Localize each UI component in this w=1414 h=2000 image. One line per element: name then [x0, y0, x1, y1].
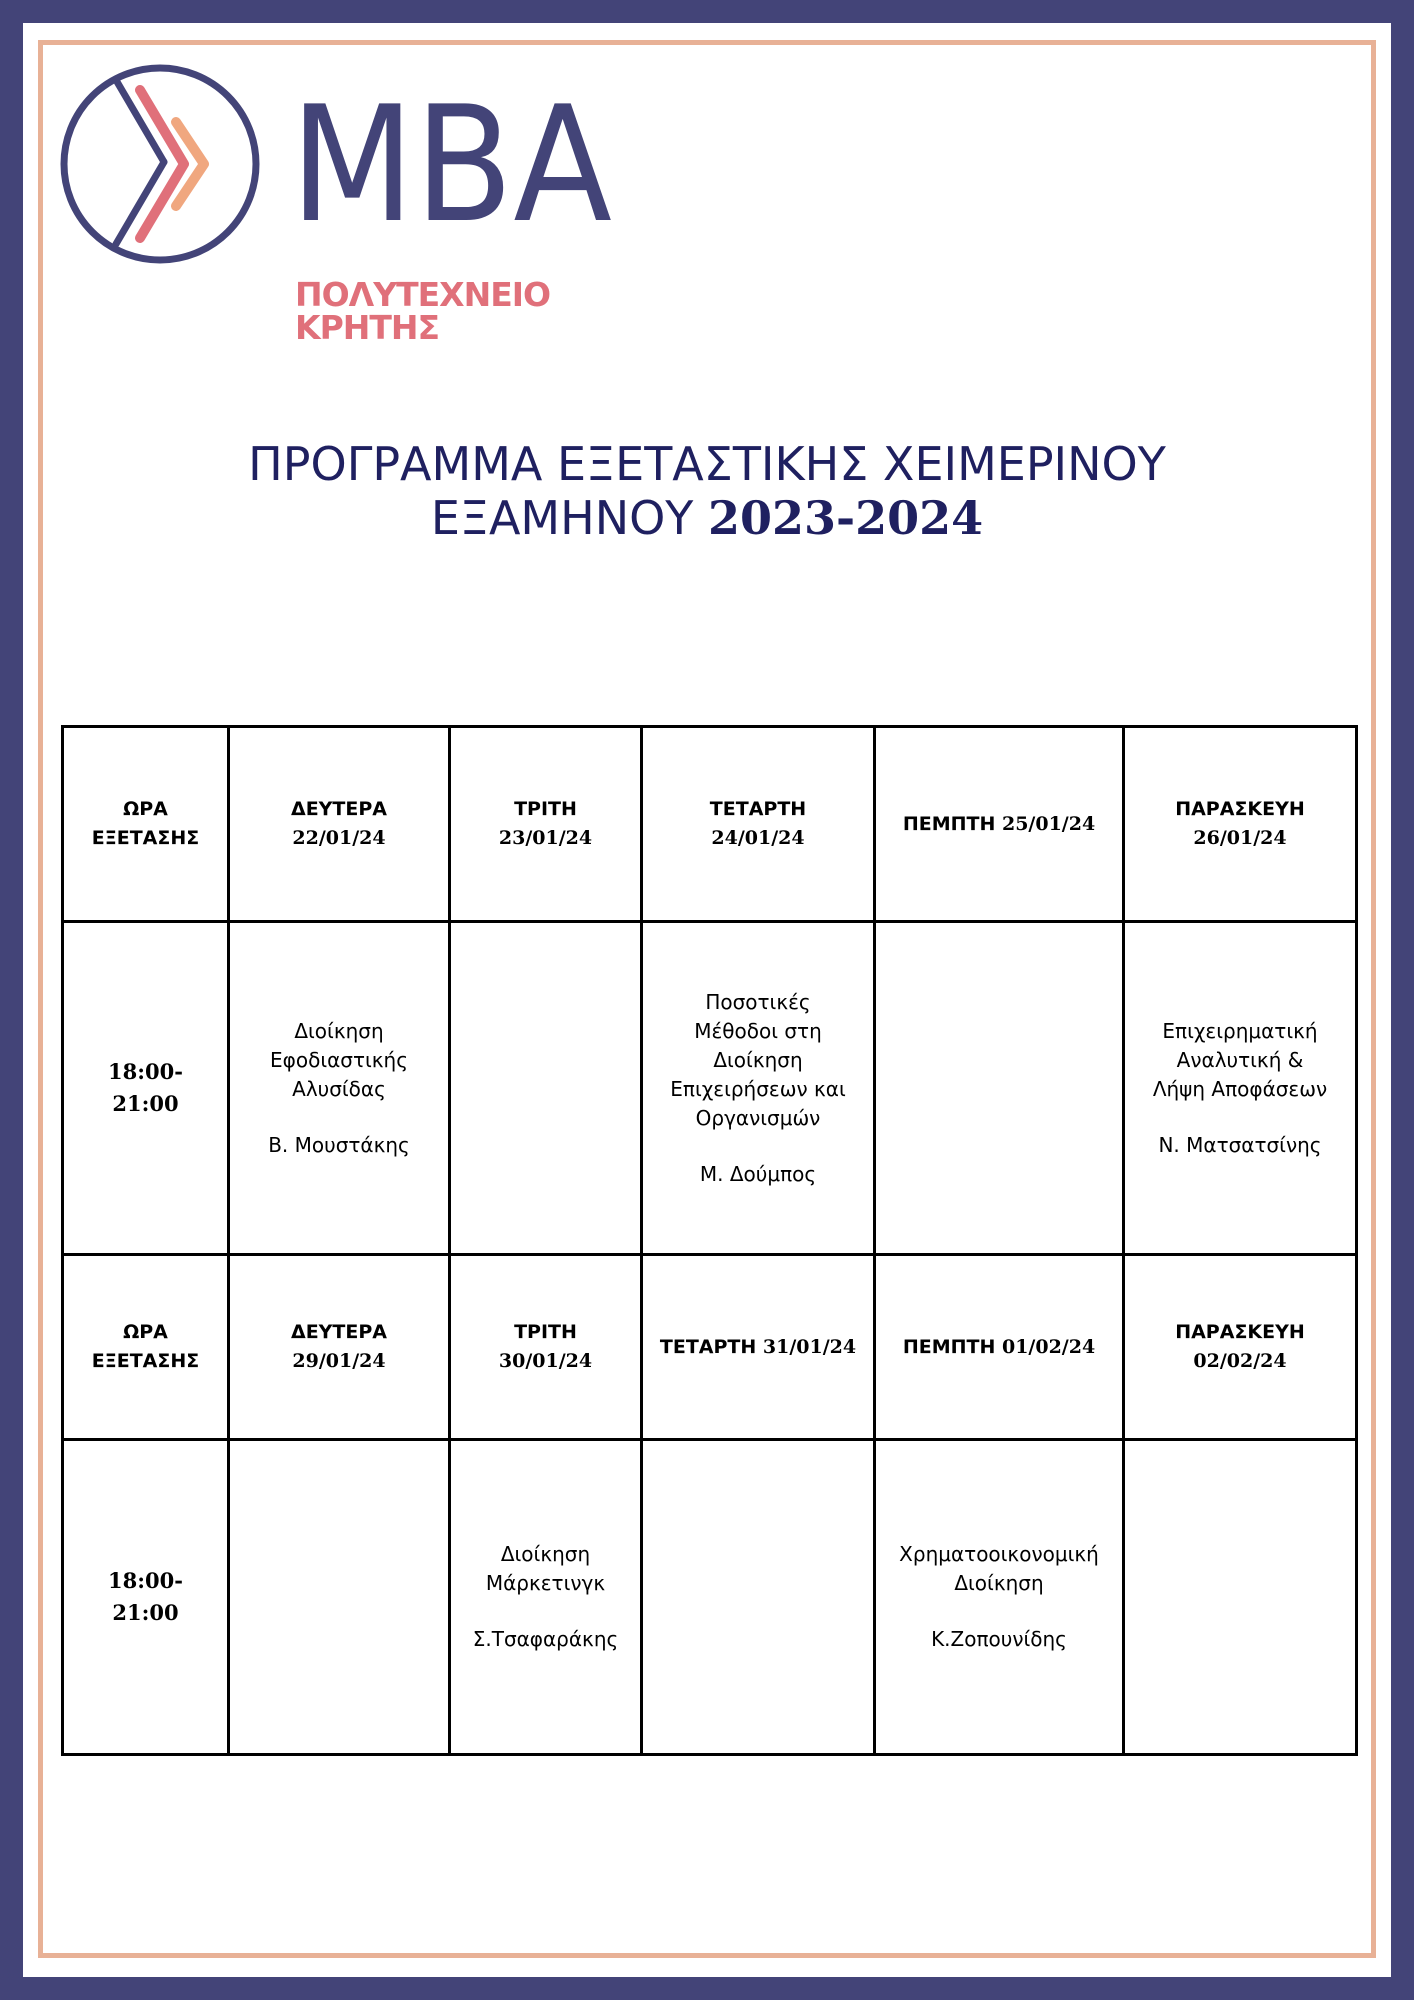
course-title: Επιχειρήσεων και — [670, 1076, 846, 1101]
header-tuesday — [450, 727, 642, 922]
day-name: ΤΡΙΤΗ — [514, 1321, 577, 1343]
day-date: 01/02/24 — [1001, 1335, 1096, 1358]
page-title — [0, 437, 1414, 545]
header-exam-time — [63, 727, 229, 922]
logo-line-2: ΚΡΗΤΗΣ — [295, 308, 440, 347]
professor-name: Σ.Τσαφαράκης — [472, 1627, 619, 1651]
day-date: 31/01/24 — [762, 1335, 857, 1358]
day-date: 02/02/24 — [1193, 1350, 1287, 1372]
course-cell-friday — [1124, 922, 1357, 1255]
course-cell-thursday-empty — [875, 922, 1124, 1255]
course-title: Εφοδιαστικής — [270, 1047, 408, 1072]
course-title: Επιχειρηματική — [1162, 1018, 1318, 1043]
title-year: 2023-2024 — [708, 491, 984, 545]
header-tuesday — [450, 1255, 642, 1440]
logo-line-1: ΠΟΛΥΤΕΧΝΕΙΟ — [295, 275, 551, 314]
course-cell-thursday — [875, 1440, 1124, 1755]
course-cell-tuesday-empty — [450, 922, 642, 1255]
header-label: ΕΞΕΤΑΣΗΣ — [91, 1350, 200, 1372]
course-title: Αναλυτική & — [1176, 1047, 1304, 1072]
course-title: Ποσοτικές — [705, 989, 811, 1014]
day-date: 24/01/24 — [711, 827, 805, 849]
course-title: Διοίκηση — [954, 1571, 1044, 1595]
header-friday — [1124, 727, 1357, 922]
professor-name: Κ.Ζοπουνίδης — [931, 1627, 1067, 1651]
course-title: Μάρκετινγκ — [485, 1571, 606, 1595]
course-cell-tuesday — [450, 1440, 642, 1755]
week1-header-row — [63, 727, 1357, 922]
time-end: 21:00 — [112, 1091, 179, 1116]
title-line-2 — [0, 491, 1414, 545]
day-name: ΔΕΥΤΕΡΑ — [290, 798, 387, 820]
header-wednesday — [642, 727, 875, 922]
professor-name: Ν. Ματσατσίνης — [1158, 1132, 1322, 1157]
logo-subtitle — [295, 275, 551, 347]
day-name: ΠΕΜΠΤΗ — [902, 812, 1002, 835]
day-name: ΔΕΥΤΕΡΑ — [290, 1321, 387, 1343]
course-cell-wednesday-empty — [642, 1440, 875, 1755]
professor-name: Μ. Δούμπος — [699, 1161, 817, 1186]
course-title: Διοίκηση — [500, 1542, 591, 1566]
day-name: ΠΕΜΠΤΗ — [902, 1335, 1002, 1358]
day-name: ΠΑΡΑΣΚΕΥΗ — [1175, 1321, 1305, 1343]
day-date: 30/01/24 — [498, 1350, 593, 1372]
course-title: Λήψη Αποφάσεων — [1152, 1076, 1328, 1101]
day-name: ΠΑΡΑΣΚΕΥΗ — [1175, 798, 1305, 820]
course-title: Αλυσίδας — [292, 1076, 386, 1101]
header-monday — [229, 1255, 450, 1440]
day-date: 25/01/24 — [1001, 812, 1096, 835]
time-start: 18:00- — [108, 1568, 183, 1593]
header-label: ΩΡΑ — [123, 1321, 168, 1343]
header-monday — [229, 727, 450, 922]
day-date: 23/01/24 — [498, 827, 593, 849]
course-cell-monday-empty — [229, 1440, 450, 1755]
course-title: Μέθοδοι στη — [694, 1018, 822, 1043]
exam-time-cell — [63, 1440, 229, 1755]
course-title: Διοίκηση — [713, 1047, 803, 1072]
header-label: ΩΡΑ — [123, 798, 168, 820]
day-name: ΤΡΙΤΗ — [514, 798, 577, 820]
header-wednesday — [642, 1255, 875, 1440]
exam-time-cell — [63, 922, 229, 1255]
course-cell-friday-empty — [1124, 1440, 1357, 1755]
course-title: Οργανισμών — [695, 1105, 821, 1130]
day-date: 26/01/24 — [1193, 827, 1287, 849]
time-end: 21:00 — [112, 1600, 179, 1625]
header-label: ΕΞΕΤΑΣΗΣ — [91, 827, 200, 849]
course-cell-monday — [229, 922, 450, 1255]
course-cell-wednesday — [642, 922, 875, 1255]
week2-header-row — [63, 1255, 1357, 1440]
day-name: ΤΕΤΑΡΤΗ — [659, 1335, 763, 1358]
professor-name: Β. Μουστάκης — [268, 1132, 410, 1157]
day-name: ΤΕΤΑΡΤΗ — [709, 798, 807, 820]
title-line-2-prefix: ΕΞΑΜΗΝΟΥ — [430, 491, 709, 545]
header-friday — [1124, 1255, 1357, 1440]
logo-wordmark: MBA — [290, 71, 612, 258]
day-date: 22/01/24 — [292, 827, 386, 849]
course-title: Χρηματοοικονομική — [899, 1542, 1099, 1566]
week2-exam-row — [63, 1440, 1357, 1755]
header-thursday — [875, 1255, 1124, 1440]
title-line-1: ΠΡΟΓΡΑΜΜΑ ΕΞΕΤΑΣΤΙΚΗΣ ΧΕΙΜΕΡΙΝΟΥ — [248, 437, 1166, 491]
course-title: Διοίκηση — [294, 1018, 384, 1043]
header-thursday — [875, 727, 1124, 922]
header-exam-time — [63, 1255, 229, 1440]
day-date: 29/01/24 — [292, 1350, 386, 1372]
week1-exam-row — [63, 922, 1357, 1255]
time-start: 18:00- — [108, 1059, 183, 1084]
exam-schedule-table — [61, 725, 1358, 1756]
